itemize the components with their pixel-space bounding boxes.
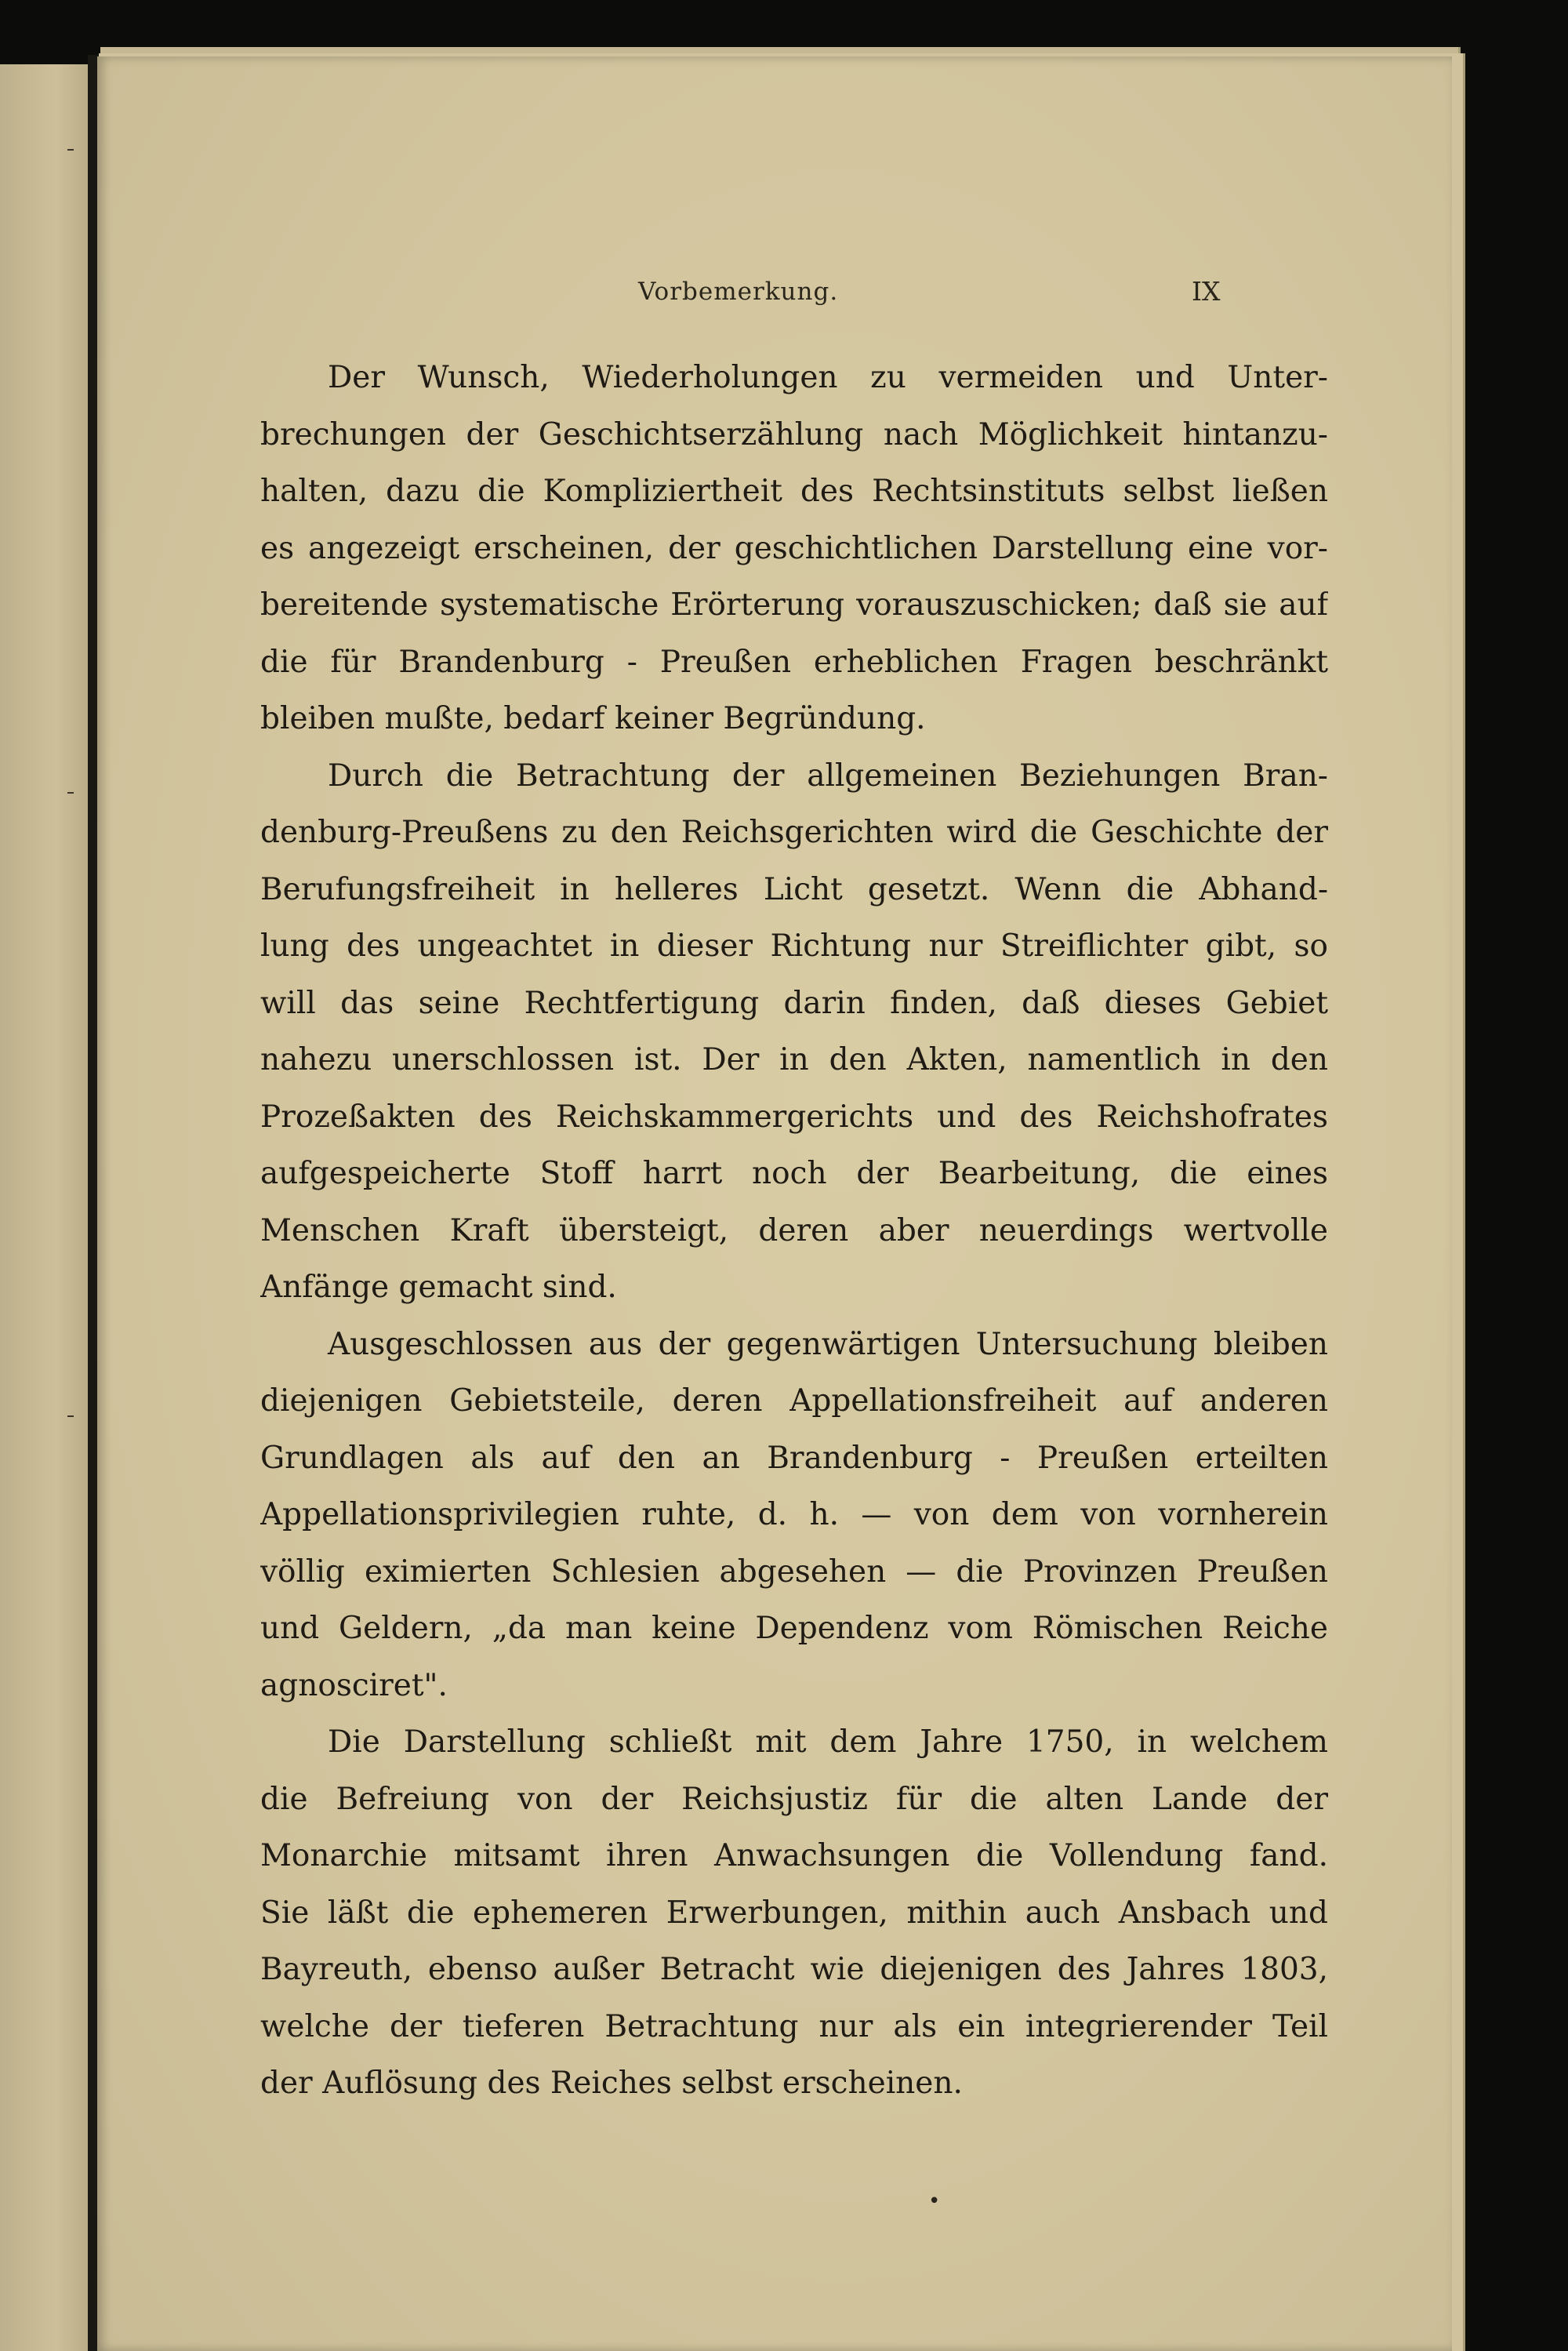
text-line: nahezu unerschlossen ist. Der in den Akten, namentlich in den: [260, 1042, 1328, 1077]
text-line: welche der tieferen Betrachtung nur als ein integrierender Teil: [260, 2008, 1328, 2044]
text-line: brechungen der Geschichtserzählung nach Möglichkeit hintanzu-: [260, 416, 1328, 452]
text-line: Berufungsfreiheit in helleres Licht gesetzt. Wenn die Abhand-: [260, 871, 1328, 907]
text-line: und Geldern, „da man keine Dependenz vom Römischen Reiche: [260, 1611, 1328, 1646]
text-line: der Auflösung des Reiches selbst erscheinen.: [260, 2066, 963, 2101]
text-line: die Befreiung von der Reichsjustiz für die alten Lande der: [260, 1781, 1328, 1817]
paragraph: [260, 1714, 1328, 2113]
text-line: Menschen Kraft übersteigt, deren aber neuerdings wertvolle: [260, 1212, 1328, 1248]
text-line: es angezeigt erscheinen, der geschichtlichen Darstellung eine vor-: [260, 530, 1328, 566]
text-line: die für Brandenburg - Preußen erheblichen Fragen beschränkt: [260, 644, 1328, 680]
text-line: Monarchie mitsamt ihren Anwachsungen die Vollendung fand.: [260, 1838, 1328, 1873]
text-line: Appellationsprivilegien ruhte, d. h. — von dem von vornherein: [260, 1497, 1328, 1532]
text-line: denburg-Preußens zu den Reichsgerichten wird die Geschichte der: [260, 815, 1328, 850]
ink-dot: •: [928, 2189, 941, 2213]
text-line: völlig eximierten Schlesien abgesehen — die Provinzen Preußen: [260, 1553, 1328, 1590]
text-line: will das seine Rechtfertigung darin finden, daß dieses Gebiet: [260, 985, 1328, 1021]
book-page: [97, 56, 1452, 2351]
text-line: halten, dazu die Kompliziertheit des Rechtsinstituts selbst ließen: [260, 474, 1328, 509]
previous-page-edge: [0, 64, 93, 2351]
edge-mark: [67, 149, 74, 151]
text-line: Grundlagen als auf den an Brandenburg - Preußen erteilten: [260, 1440, 1328, 1476]
text-line: Prozeßakten des Reichskammergerichts und des Reichshofrates: [260, 1099, 1328, 1135]
text-line: Sie läßt die ephemeren Erwerbungen, mithin auch Ansbach und: [260, 1895, 1328, 1931]
paragraph: [260, 350, 1328, 748]
paragraph: [260, 1317, 1328, 1715]
text-line: agnosciret".: [260, 1667, 448, 1703]
page-header: [97, 278, 1452, 317]
text-line: aufgespeicherte Stoff harrt noch der Bearbeitung, die eines: [260, 1156, 1328, 1191]
page-number: IX: [1192, 276, 1221, 307]
text-line: Anfänge gemacht sind.: [260, 1270, 617, 1305]
edge-mark: [67, 1415, 74, 1417]
text-line: bereitende systematische Erörterung vorauszuschicken; daß sie auf: [260, 587, 1328, 623]
text-line: Bayreuth, ebenso außer Betracht wie diejenigen des Jahres 1803,: [260, 1952, 1328, 1987]
text-line: Ausgeschlossen aus der gegenwärtigen Untersuchung bleiben: [328, 1326, 1328, 1362]
paragraph: [260, 748, 1328, 1317]
body-text: [260, 350, 1328, 2113]
text-line: lung des ungeachtet in dieser Richtung nur Streiflichter gibt, so: [260, 928, 1328, 964]
text-line: Die Darstellung schließt mit dem Jahre 1750, in welchem: [328, 1724, 1328, 1760]
text-line: Durch die Betrachtung der allgemeinen Beziehungen Bran-: [328, 758, 1328, 794]
edge-mark: [67, 792, 74, 794]
running-head: Vorbemerkung.: [638, 278, 839, 306]
text-line: diejenigen Gebietsteile, deren Appellationsfreiheit auf anderen: [260, 1383, 1328, 1419]
text-line: Der Wunsch, Wiederholungen zu vermeiden und Unter-: [328, 360, 1328, 395]
text-line: bleiben mußte, bedarf keiner Begründung.: [260, 701, 926, 736]
